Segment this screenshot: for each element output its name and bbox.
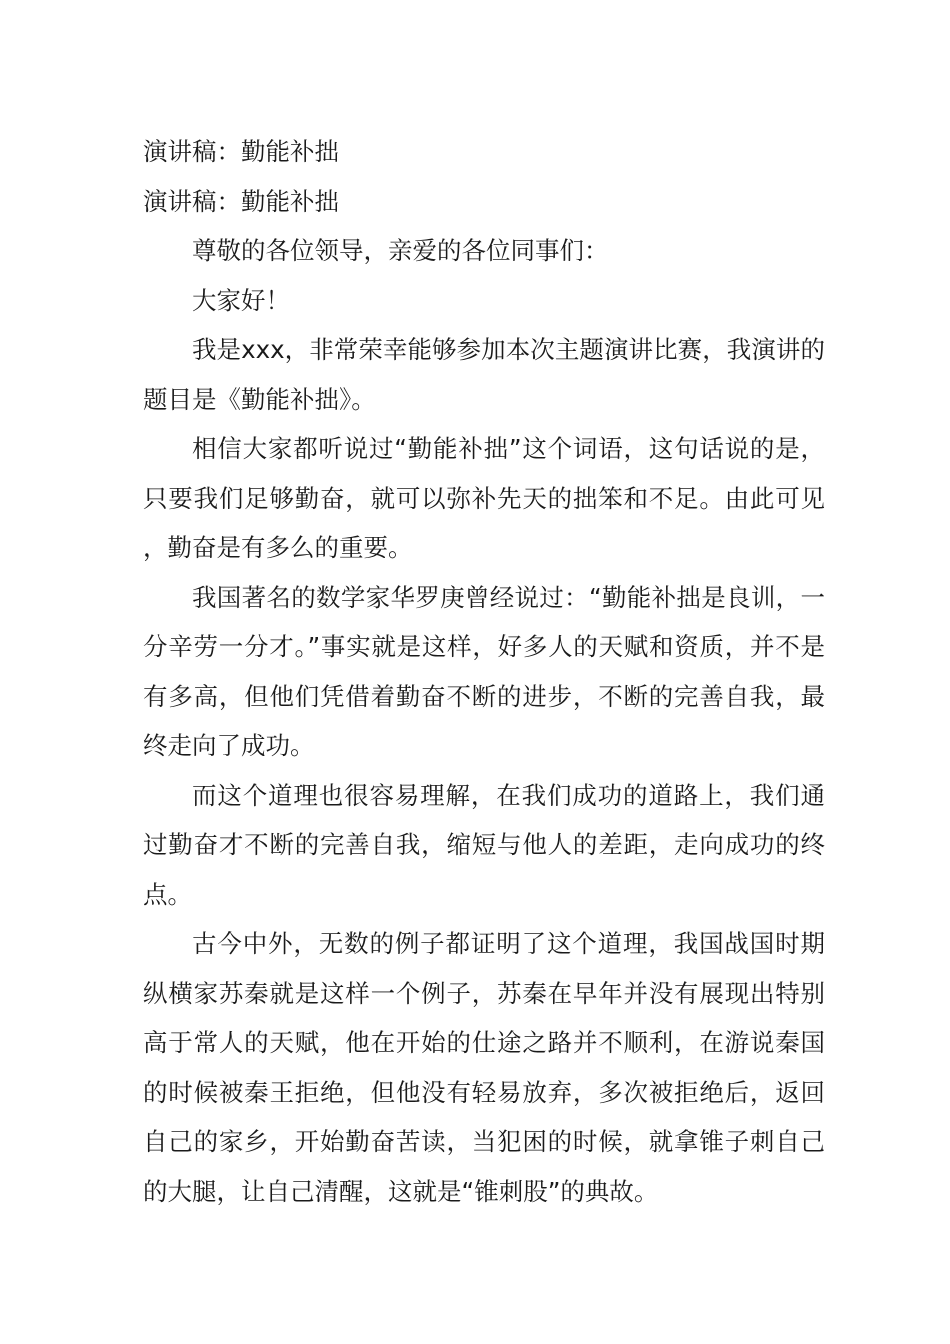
body-paragraph-3: 我国著名的数学家华罗庚曾经说过：“勤能补拙是良训，一分辛劳一分才。”事实就是这样，好多人的天赋和资质，并不是有多高，但他们凭借着勤奋不断的进步，不断的完善自我，最终走向了成功。	[143, 582, 825, 760]
body-paragraph-4: 而这个道理也很容易理解，在我们成功的道路上，我们通过勤奋才不断的完善自我，缩短与他人的差距，走向成功的终点。	[143, 780, 825, 909]
body-paragraph-1: 我是xxx，非常荣幸能够参加本次主题演讲比赛，我演讲的题目是《勤能补拙》。	[143, 335, 825, 414]
greeting-paragraph: 尊敬的各位领导，亲爱的各位同事们：	[192, 236, 609, 265]
body-paragraph-2: 相信大家都听说过“勤能补拙”这个词语，这句话说的是，只要我们足够勤奋，就可以弥补先天的拙笨和不足。由此可见，勤奋是有多么的重要。	[143, 434, 825, 562]
document-title: 演讲稿：勤能补拙	[143, 137, 339, 166]
body-paragraph-5: 古今中外，无数的例子都证明了这个道理，我国战国时期纵横家苏秦就是这样一个例子，苏秦在早年并没有展现出特别高于常人的天赋，他在开始的仕途之路并不顺利，在游说秦国的时候被秦王拒绝，但他没有轻易放弃，多次被拒绝后，返回自己的家乡，开始勤奋苦读，当犯困的时候，就拿锥子刺自己的大腿，让自己清醒，这就是“锥刺股”的典故。	[143, 929, 825, 1206]
document-title-repeat: 演讲稿：勤能补拙	[143, 186, 339, 216]
hello-paragraph: 大家好！	[192, 285, 290, 315]
